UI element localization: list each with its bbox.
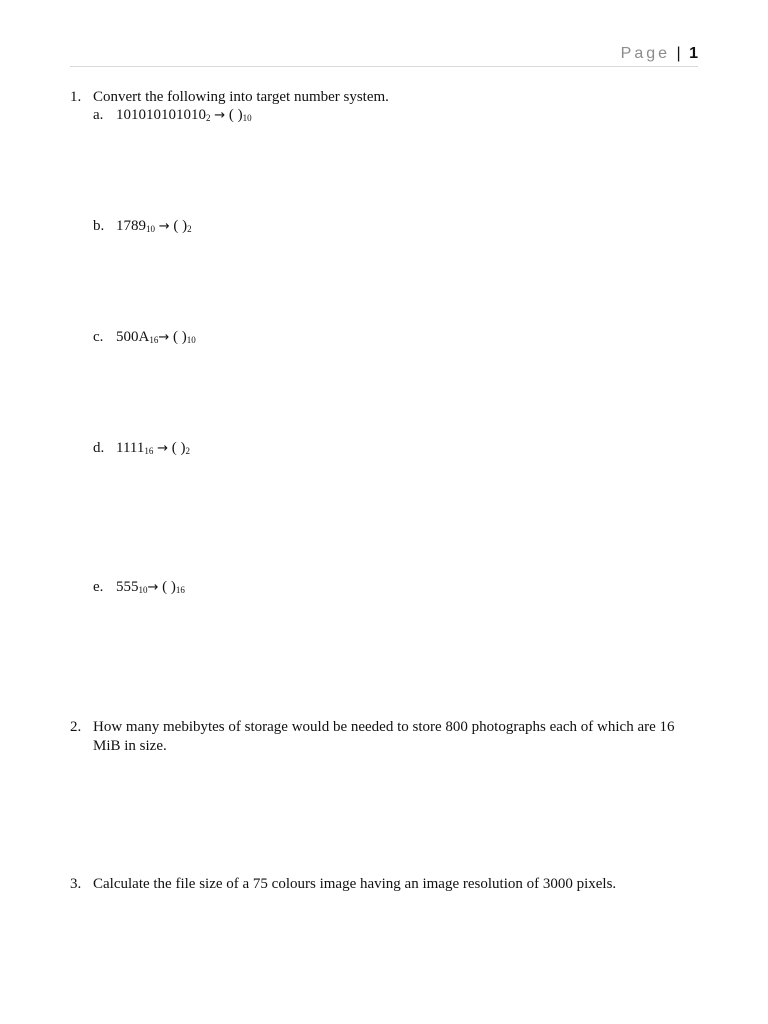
target-placeholder: ( ) <box>173 218 188 234</box>
part-letter: e. <box>93 579 104 595</box>
arrow-right-icon: → <box>157 441 168 456</box>
page-number: 1 <box>689 45 698 62</box>
page-header <box>70 44 698 67</box>
question-text: How many mebibytes of storage would be needed to store 800 photographs each of which are 16 MiB in size. <box>93 719 675 754</box>
conversion-expression <box>116 106 252 125</box>
page-number-label <box>621 44 698 64</box>
part-letter: c. <box>93 329 104 345</box>
target-base: 10 <box>186 335 196 345</box>
page-word: Page <box>620 45 671 62</box>
conversion-expression <box>116 328 196 347</box>
question-text: Calculate the file size of a 75 colours image having an image resolution of 3000 pixels. <box>93 876 617 892</box>
source-base: 10 <box>138 585 148 595</box>
question-number: 2. <box>70 719 82 735</box>
source-base: 2 <box>206 113 211 123</box>
target-placeholder: ( ) <box>171 440 186 456</box>
source-value: 1789 <box>116 218 146 234</box>
source-value: 555 <box>116 579 139 595</box>
target-placeholder: ( ) <box>162 579 176 595</box>
part-letter: a. <box>93 107 104 123</box>
source-value: 1111 <box>116 440 145 456</box>
target-base: 2 <box>185 446 190 456</box>
target-base: 16 <box>175 585 185 595</box>
question-text: Convert the following into target number system. <box>93 89 389 105</box>
conversion-expression <box>116 217 192 236</box>
arrow-right-icon: → <box>214 108 226 123</box>
page-separator: | <box>676 45 681 62</box>
source-base: 16 <box>144 446 154 456</box>
target-base: 10 <box>242 113 252 123</box>
source-base: 10 <box>146 224 155 234</box>
source-base: 16 <box>149 335 159 345</box>
arrow-right-icon: → <box>158 330 170 345</box>
source-value: 101010101010 <box>116 107 206 123</box>
arrow-right-icon: → <box>147 580 159 595</box>
question-number: 3. <box>70 876 82 892</box>
target-placeholder: ( ) <box>228 107 243 123</box>
part-letter: d. <box>93 440 105 456</box>
arrow-right-icon: → <box>158 219 170 234</box>
conversion-expression <box>116 578 185 597</box>
target-placeholder: ( ) <box>173 329 187 345</box>
part-letter: b. <box>93 218 105 234</box>
source-value: 500A <box>116 329 150 345</box>
conversion-expression <box>116 439 190 458</box>
target-base: 2 <box>187 224 192 234</box>
question-number: 1. <box>70 89 82 105</box>
